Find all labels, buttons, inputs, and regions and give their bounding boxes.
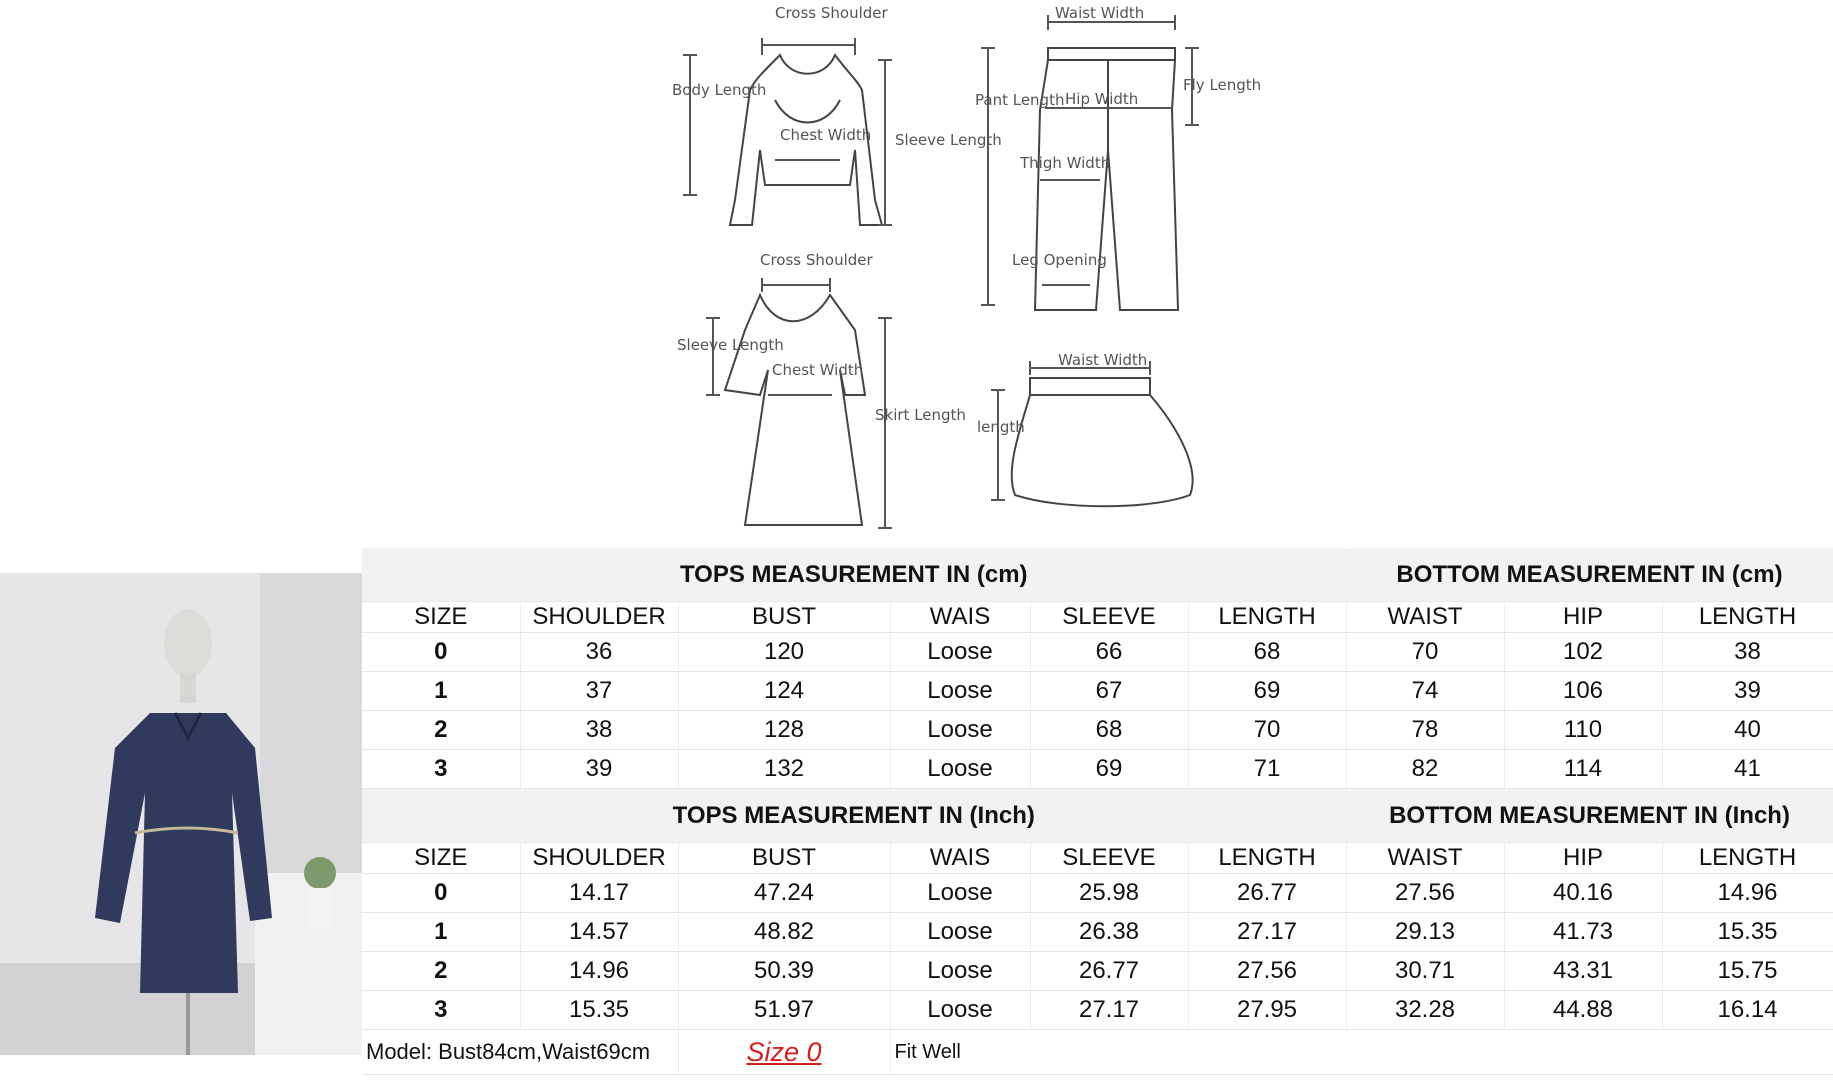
table-cell: 14.57 bbox=[520, 913, 678, 952]
column-header: WAIS bbox=[890, 843, 1030, 874]
pants-pant-length-label: Pant Length bbox=[975, 91, 1065, 109]
table-cell: 15.35 bbox=[520, 991, 678, 1030]
column-header: LENGTH bbox=[1188, 602, 1346, 633]
size-cell: 1 bbox=[362, 672, 520, 711]
table-cell: 41.73 bbox=[1504, 913, 1662, 952]
table-cell: 66 bbox=[1030, 633, 1188, 672]
table-title-row-cm bbox=[362, 548, 1833, 602]
table-cell: 70 bbox=[1188, 711, 1346, 750]
table-cell: 74 bbox=[1346, 672, 1504, 711]
table-row bbox=[362, 711, 1833, 750]
skirt-drawing bbox=[1012, 378, 1193, 506]
table-cell: Loose bbox=[890, 672, 1030, 711]
table-cell: 27.17 bbox=[1030, 991, 1188, 1030]
size-cell: 3 bbox=[362, 750, 520, 789]
size-table bbox=[362, 548, 1833, 1080]
dress-skirt-length-label: Skirt Length bbox=[875, 406, 966, 424]
table-cell: 36 bbox=[520, 633, 678, 672]
top-sleeve-length-label: Sleeve Length bbox=[895, 131, 1002, 149]
column-header: SHOULDER bbox=[520, 843, 678, 874]
tops-title-inch: TOPS MEASUREMENT IN (Inch) bbox=[362, 789, 1346, 843]
table-cell: 37 bbox=[520, 672, 678, 711]
table-cell: 44.88 bbox=[1504, 991, 1662, 1030]
skirt-length-label: length bbox=[977, 418, 1025, 436]
table-cell: 50.39 bbox=[678, 952, 890, 991]
bottom-title-inch: BOTTOM MEASUREMENT IN (Inch) bbox=[1346, 789, 1833, 843]
dress-sleeve-length-label: Sleeve Length bbox=[677, 336, 784, 354]
table-cell: 68 bbox=[1030, 711, 1188, 750]
table-cell: 132 bbox=[678, 750, 890, 789]
column-header: WAIS bbox=[890, 602, 1030, 633]
table-cell: 26.77 bbox=[1188, 874, 1346, 913]
table-cell: 32.28 bbox=[1346, 991, 1504, 1030]
size-cell: 0 bbox=[362, 874, 520, 913]
pants-waist-width-label: Waist Width bbox=[1055, 4, 1145, 22]
column-header: WAIST bbox=[1346, 843, 1504, 874]
table-cell: 67 bbox=[1030, 672, 1188, 711]
size-cell: 0 bbox=[362, 633, 520, 672]
table-cell: 106 bbox=[1504, 672, 1662, 711]
column-header: SIZE bbox=[362, 602, 520, 633]
model-measurements: Model: Bust84cm,Waist69cm bbox=[362, 1030, 678, 1075]
table-cell: 38 bbox=[1662, 633, 1833, 672]
table-cell: 69 bbox=[1030, 750, 1188, 789]
column-header: LENGTH bbox=[1662, 843, 1833, 874]
top-body-length-label: Body Length bbox=[672, 81, 767, 99]
column-header: WAIST bbox=[1346, 602, 1504, 633]
table-row bbox=[362, 750, 1833, 789]
table-header-row-cm bbox=[362, 602, 1833, 633]
table-cell: Loose bbox=[890, 991, 1030, 1030]
table-cell: 29.13 bbox=[1346, 913, 1504, 952]
model-size-cell bbox=[678, 1030, 890, 1075]
table-cell: 25.98 bbox=[1030, 874, 1188, 913]
table-cell: 47.24 bbox=[678, 874, 890, 913]
table-cell: 48.82 bbox=[678, 913, 890, 952]
table-cell: 14.96 bbox=[1662, 874, 1833, 913]
table-cell: 30.71 bbox=[1346, 952, 1504, 991]
table-cell: Loose bbox=[890, 913, 1030, 952]
table-cell: 128 bbox=[678, 711, 890, 750]
table-cell: 40 bbox=[1662, 711, 1833, 750]
column-header: SIZE bbox=[362, 843, 520, 874]
table-cell: Loose bbox=[890, 750, 1030, 789]
table-cell: Loose bbox=[890, 633, 1030, 672]
table-cell: 43.31 bbox=[1504, 952, 1662, 991]
table-cell: 39 bbox=[1662, 672, 1833, 711]
model-info-row bbox=[362, 1030, 1833, 1075]
table-cell: 40.16 bbox=[1504, 874, 1662, 913]
column-header: SLEEVE bbox=[1030, 602, 1188, 633]
table-cell: 69 bbox=[1188, 672, 1346, 711]
table-cell: 14.96 bbox=[520, 952, 678, 991]
table-cell: 38 bbox=[520, 711, 678, 750]
model-size: Size 0 bbox=[746, 1036, 822, 1067]
table-row bbox=[362, 874, 1833, 913]
pants-hip-width-label: Hip Width bbox=[1065, 90, 1139, 108]
skirt-waist-width-label: Waist Width bbox=[1058, 351, 1148, 369]
table-cell: 27.56 bbox=[1188, 952, 1346, 991]
size-cell: 2 bbox=[362, 952, 520, 991]
table-cell: 27.56 bbox=[1346, 874, 1504, 913]
tops-title-cm: TOPS MEASUREMENT IN (cm) bbox=[362, 548, 1346, 602]
column-header: SLEEVE bbox=[1030, 843, 1188, 874]
table-cell: 16.14 bbox=[1662, 991, 1833, 1030]
bottom-title-cm: BOTTOM MEASUREMENT IN (cm) bbox=[1346, 548, 1833, 602]
table-row bbox=[362, 952, 1833, 991]
table-title-row-inch bbox=[362, 789, 1833, 843]
column-header: HIP bbox=[1504, 602, 1662, 633]
dress-cross-shoulder-label: Cross Shoulder bbox=[760, 251, 873, 269]
table-row bbox=[362, 913, 1833, 952]
table-cell: 26.77 bbox=[1030, 952, 1188, 991]
table-cell: 14.17 bbox=[520, 874, 678, 913]
dress-drawing bbox=[725, 295, 865, 525]
size-cell: 2 bbox=[362, 711, 520, 750]
table-cell: 102 bbox=[1504, 633, 1662, 672]
table-cell: 71 bbox=[1188, 750, 1346, 789]
table-cell: Loose bbox=[890, 952, 1030, 991]
column-header: BUST bbox=[678, 843, 890, 874]
size-cell: 3 bbox=[362, 991, 520, 1030]
table-cell: 120 bbox=[678, 633, 890, 672]
table-row bbox=[362, 633, 1833, 672]
column-header: HIP bbox=[1504, 843, 1662, 874]
pants-thigh-width-label: Thigh Width bbox=[1020, 154, 1111, 172]
table-cell: 27.17 bbox=[1188, 913, 1346, 952]
table-cell: Loose bbox=[890, 874, 1030, 913]
column-header: SHOULDER bbox=[520, 602, 678, 633]
table-cell: 124 bbox=[678, 672, 890, 711]
table-cell: Loose bbox=[890, 711, 1030, 750]
table-cell: 15.75 bbox=[1662, 952, 1833, 991]
table-cell: 26.38 bbox=[1030, 913, 1188, 952]
table-cell: 51.97 bbox=[678, 991, 890, 1030]
table-row bbox=[362, 991, 1833, 1030]
table-cell: 78 bbox=[1346, 711, 1504, 750]
top-cross-shoulder-label: Cross Shoulder bbox=[775, 4, 888, 22]
product-photo bbox=[0, 573, 362, 1055]
table-cell: 68 bbox=[1188, 633, 1346, 672]
top-chest-width-label: Chest Width bbox=[780, 126, 872, 144]
table-cell: 15.35 bbox=[1662, 913, 1833, 952]
column-header: LENGTH bbox=[1662, 602, 1833, 633]
column-header: LENGTH bbox=[1188, 843, 1346, 874]
fit-note: Fit Well bbox=[890, 1030, 1833, 1075]
table-cell: 27.95 bbox=[1188, 991, 1346, 1030]
column-header: BUST bbox=[678, 602, 890, 633]
table-cell: 82 bbox=[1346, 750, 1504, 789]
table-cell: 110 bbox=[1504, 711, 1662, 750]
table-cell: 39 bbox=[520, 750, 678, 789]
pants-leg-opening-label: Leg Opening bbox=[1012, 251, 1107, 269]
table-header-row-inch bbox=[362, 843, 1833, 874]
table-cell: 114 bbox=[1504, 750, 1662, 789]
pants-fly-length-label: Fly Length bbox=[1183, 76, 1262, 94]
table-row bbox=[362, 672, 1833, 711]
table-cell: 70 bbox=[1346, 633, 1504, 672]
table-cell: 41 bbox=[1662, 750, 1833, 789]
size-cell: 1 bbox=[362, 913, 520, 952]
dress-chest-width-label: Chest Width bbox=[772, 361, 864, 379]
